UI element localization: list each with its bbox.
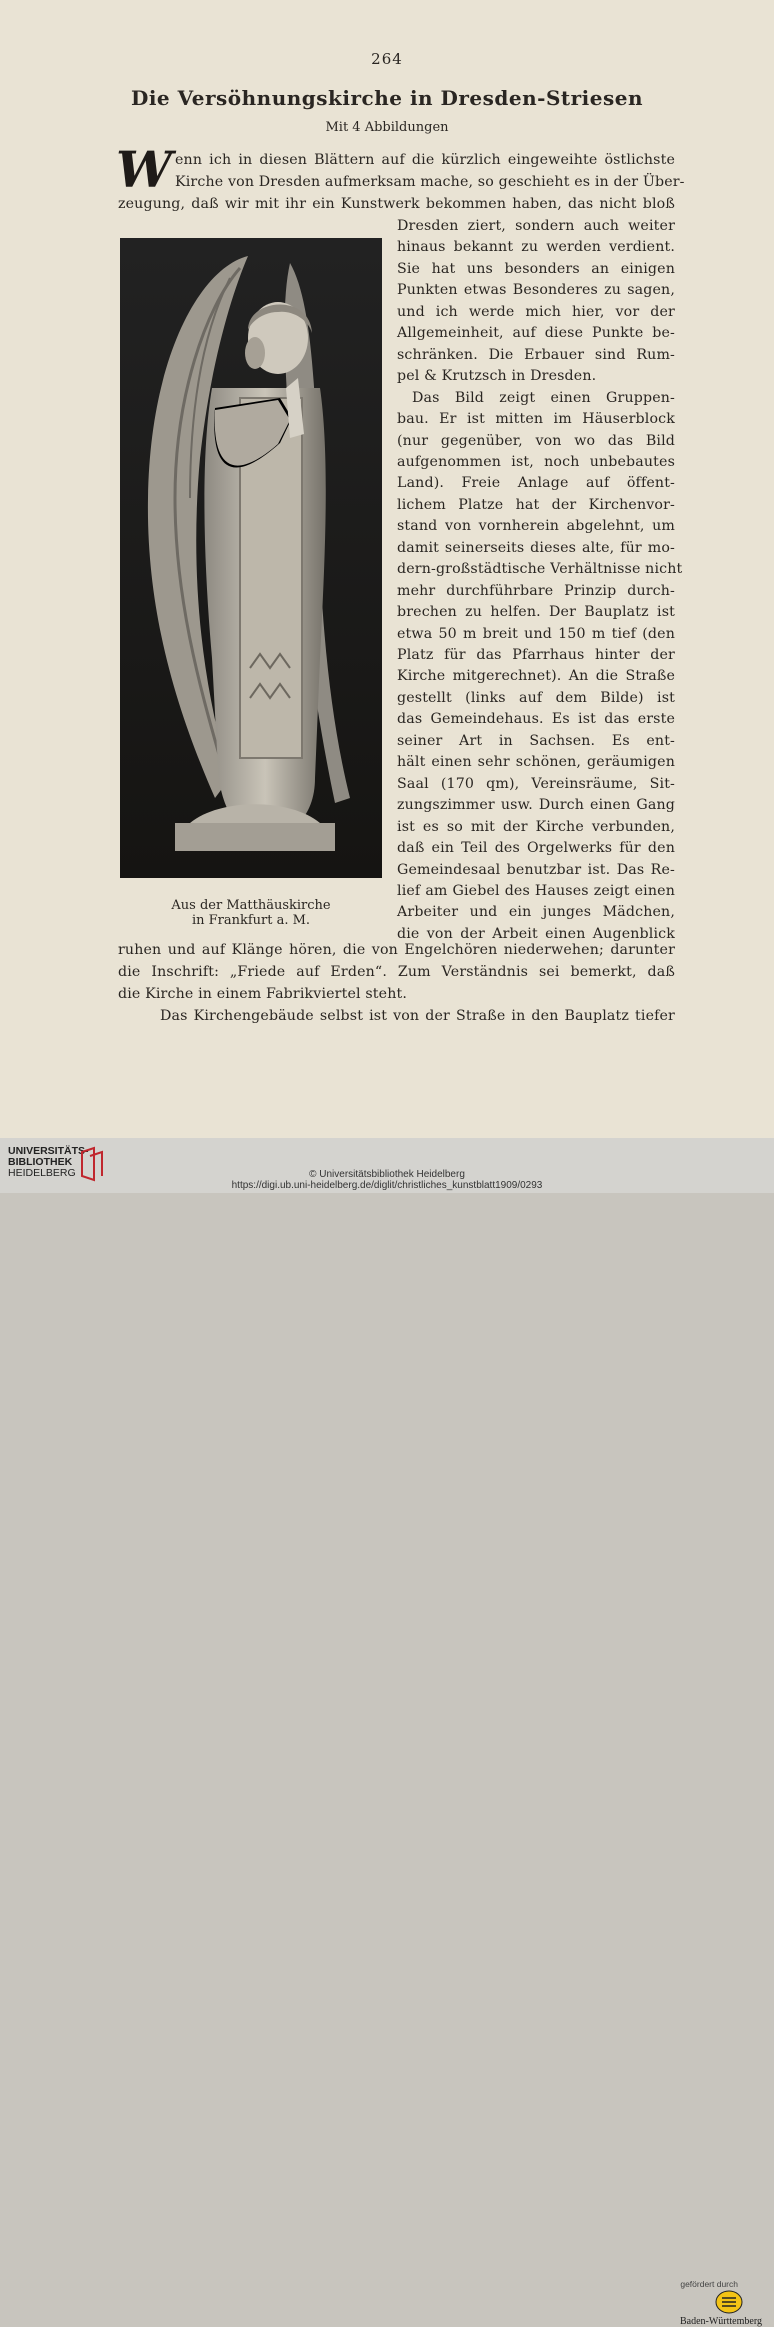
text-line: Kirche mitgerechnet). An die Straße — [397, 668, 675, 685]
text-line: Das Bild zeigt einen Gruppen- — [412, 389, 675, 406]
document-page — [0, 0, 774, 1138]
text-line: zungszimmer usw. Durch einen Gang — [397, 797, 675, 814]
text-line: aufgenommen ist, noch unbebautes — [397, 453, 675, 470]
text-line: zeugung, daß wir mit ihr ein Kunstwerk bekommen haben, das nicht bloß — [118, 196, 675, 212]
text-line: daß ein Teil des Orgelwerks für den — [397, 840, 675, 857]
text-line: Allgemeinheit, auf diese Punkte be- — [397, 325, 675, 342]
text-line: brechen zu helfen. Der Bauplatz ist — [397, 604, 675, 621]
library-name-line: UNIVERSITÄTS- — [8, 1145, 89, 1157]
text-line: stand von vornherein abgelehnt, um — [397, 518, 675, 535]
article-title: Die Versöhnungskirche in Dresden-Striesen — [130, 86, 644, 110]
text-line: bau. Er ist mitten im Häuserblock — [397, 411, 675, 428]
text-line: damit seinerseits dieses alte, für mo- — [397, 539, 675, 556]
article-subtitle: Mit 4 Abbildungen — [325, 120, 449, 135]
text-line: Kirche von Dresden aufmerksam mache, so geschieht es in der Über- — [175, 174, 685, 190]
funder-label: Baden-Württemberg — [679, 2316, 762, 2327]
text-line: schränken. Die Erbauer sind Rum- — [397, 346, 675, 363]
copyright-notice: © Universitätsbibliothek Heidelberg — [309, 1169, 465, 1180]
text-line: Gemeindesaal benutzbar ist. Das Re- — [397, 861, 675, 878]
text-line: Punkten etwas Besonderes zu sagen, — [397, 282, 675, 299]
text-line: lichem Platze hat der Kirchenvor- — [397, 496, 675, 513]
text-line: ist es so mit der Kirche verbunden, — [397, 818, 675, 835]
funded-by-label: gefördert durch — [680, 2279, 738, 2289]
text-line: und ich werde mich hier, vor der — [397, 303, 675, 320]
text-line: Saal (170 qm), Vereinsräume, Sit- — [397, 775, 675, 792]
page-number: 264 — [371, 50, 403, 68]
caption-line: Aus der Matthäuskirche — [171, 898, 331, 913]
text-line: die von der Arbeit einen Augenblick — [397, 925, 675, 942]
text-line: das Gemeindehaus. Es ist das erste — [397, 711, 675, 728]
text-line: die Inschrift: „Friede auf Erden“. Zum Verständnis sei bemerkt, daß — [118, 964, 675, 980]
text-line: enn ich in diesen Blättern auf die kürzlich eingeweihte östlichste — [175, 152, 675, 168]
baden-wuerttemberg-emblem-icon[interactable] — [714, 2290, 744, 2314]
library-name-line: BIBLIOTHEK — [8, 1156, 73, 1168]
text-line: etwa 50 m breit und 150 m tief (den — [397, 625, 675, 642]
drop-cap: W — [116, 140, 173, 199]
text-line: Land). Freie Anlage auf öffent- — [397, 475, 675, 492]
text-line: Arbeiter und ein junges Mädchen, — [397, 904, 675, 921]
text-line: Dresden ziert, sondern auch weiter — [397, 218, 675, 234]
text-line: Das Kirchengebäude selbst ist von der Straße in den Bauplatz tiefer — [160, 1008, 675, 1024]
text-line: lief am Giebel des Hauses zeigt einen — [397, 882, 675, 899]
text-line: die Kirche in einem Fabrikviertel steht. — [118, 986, 407, 1002]
text-line: ruhen und auf Klänge hören, die von Engelchören niederwehen; darunter — [118, 942, 675, 958]
text-line: hinaus bekannt zu werden verdient. — [397, 239, 675, 256]
permalink-url[interactable]: https://digi.ub.uni-heidelberg.de/diglit/christliches_kunstblatt1909/0293 — [231, 1180, 543, 1191]
text-line: seiner Art in Sachsen. Es ent- — [397, 732, 675, 749]
text-line: gestellt (links auf dem Bilde) ist — [397, 689, 675, 706]
figure-caption — [118, 898, 384, 928]
text-line: pel & Krutzsch in Dresden. — [397, 368, 597, 385]
caption-line: in Frankfurt a. M. — [191, 913, 311, 928]
text-line: Platz für das Pfarrhaus hinter der — [397, 647, 675, 663]
text-line: hält einen sehr schönen, geräumigen — [397, 754, 675, 771]
text-line: (nur gegenüber, von wo das Bild — [397, 432, 675, 449]
text-line: Sie hat uns besonders an einigen — [397, 260, 675, 277]
library-name-line: HEIDELBERG — [8, 1167, 76, 1179]
angel-sculpture-photo — [120, 238, 382, 878]
angel-statue-image — [120, 238, 382, 878]
text-line: dern-großstädtische Verhältnisse nicht — [397, 561, 683, 578]
text-line: mehr durchführbare Prinzip durch- — [397, 582, 675, 599]
